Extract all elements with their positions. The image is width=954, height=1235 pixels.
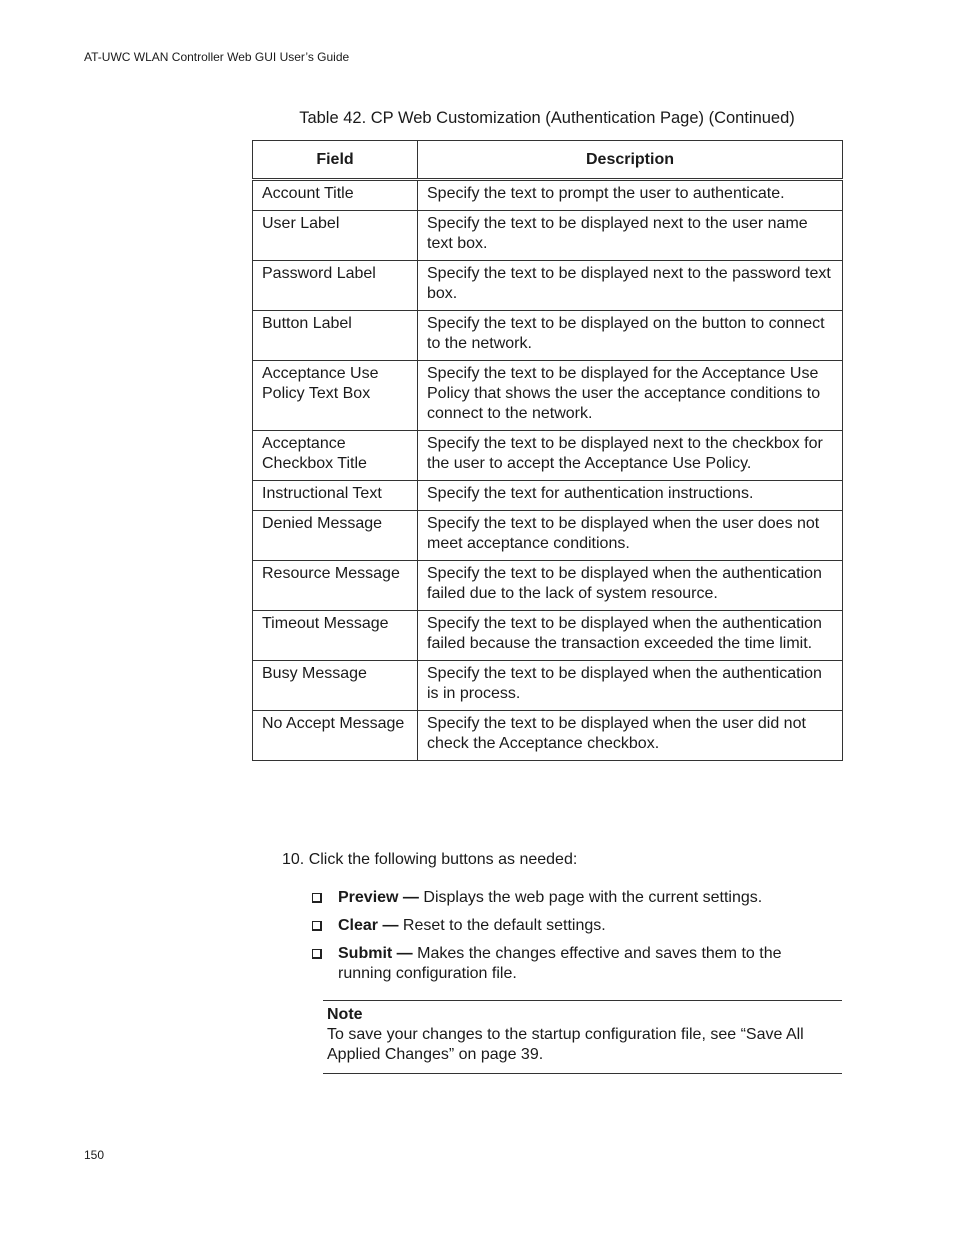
- description-cell: Specify the text to be displayed on the button to connect to the network.: [418, 311, 843, 361]
- field-cell: Account Title: [253, 180, 418, 211]
- note-title: Note: [327, 1006, 363, 1023]
- field-cell: Denied Message: [253, 511, 418, 561]
- button-name: Preview —: [338, 889, 419, 906]
- field-cell: Busy Message: [253, 661, 418, 711]
- description-cell: Specify the text to be displayed next to the user name text box.: [418, 211, 843, 261]
- button-description: Makes the changes effective and saves them to the running configuration file.: [338, 945, 782, 982]
- page-number: 150: [84, 1148, 105, 1162]
- checkbox-bullet-icon: [312, 921, 322, 931]
- table-row: [253, 711, 843, 761]
- button-list: [312, 888, 832, 992]
- description-cell: Specify the text to be displayed when the authentication failed because the transaction exceeded the time limit.: [418, 611, 843, 661]
- table-header-row: [253, 141, 843, 180]
- table-row: [253, 431, 843, 481]
- table-row: [253, 611, 843, 661]
- table-row: [253, 511, 843, 561]
- description-cell: Specify the text to be displayed for the Acceptance Use Policy that shows the user the acceptance conditions to connect to the network.: [418, 361, 843, 431]
- field-cell: No Accept Message: [253, 711, 418, 761]
- table-caption: Table 42. CP Web Customization (Authentication Page) (Continued): [299, 109, 795, 127]
- field-cell: Timeout Message: [253, 611, 418, 661]
- note-text: To save your changes to the startup configuration file, see “Save All Applied Changes” on page 39.: [327, 1026, 804, 1063]
- list-item-preview: [312, 888, 832, 908]
- description-cell: Specify the text to be displayed when the user did not check the Acceptance checkbox.: [418, 711, 843, 761]
- running-header: AT-UWC WLAN Controller Web GUI User’s Guide: [84, 50, 350, 64]
- step-instruction: 10. Click the following buttons as needed:: [282, 851, 578, 868]
- description-cell: Specify the text to be displayed next to the password text box.: [418, 261, 843, 311]
- table-row: [253, 561, 843, 611]
- description-cell: Specify the text to be displayed when the authentication failed due to the lack of system resource.: [418, 561, 843, 611]
- table-row: [253, 481, 843, 511]
- button-name: Clear —: [338, 917, 399, 934]
- description-cell: Specify the text to be displayed when the user does not meet acceptance conditions.: [418, 511, 843, 561]
- field-cell: Password Label: [253, 261, 418, 311]
- table-row: [253, 211, 843, 261]
- field-cell: Acceptance Use Policy Text Box: [253, 361, 418, 431]
- column-header-field: Field: [253, 141, 418, 180]
- table-row: [253, 361, 843, 431]
- description-cell: Specify the text to be displayed next to the checkbox for the user to accept the Acceptance Use Policy.: [418, 431, 843, 481]
- table-row: [253, 311, 843, 361]
- field-cell: Instructional Text: [253, 481, 418, 511]
- field-cell: Resource Message: [253, 561, 418, 611]
- column-header-description: Description: [418, 141, 843, 180]
- checkbox-bullet-icon: [312, 893, 322, 903]
- field-cell: Button Label: [253, 311, 418, 361]
- table-row: [253, 661, 843, 711]
- checkbox-bullet-icon: [312, 949, 322, 959]
- cp-web-customization-table: [252, 140, 843, 761]
- list-item-submit: [312, 944, 832, 984]
- description-cell: Specify the text for authentication instructions.: [418, 481, 843, 511]
- description-cell: Specify the text to be displayed when the authentication is in process.: [418, 661, 843, 711]
- field-cell: User Label: [253, 211, 418, 261]
- note-box: [323, 1000, 842, 1074]
- table-row: [253, 180, 843, 211]
- table-row: [253, 261, 843, 311]
- button-description: Displays the web page with the current settings.: [418, 889, 763, 906]
- button-name: Submit —: [338, 945, 413, 962]
- description-cell: Specify the text to prompt the user to authenticate.: [418, 180, 843, 211]
- field-cell: Acceptance Checkbox Title: [253, 431, 418, 481]
- list-item-clear: [312, 916, 832, 936]
- button-description: Reset to the default settings.: [398, 917, 606, 934]
